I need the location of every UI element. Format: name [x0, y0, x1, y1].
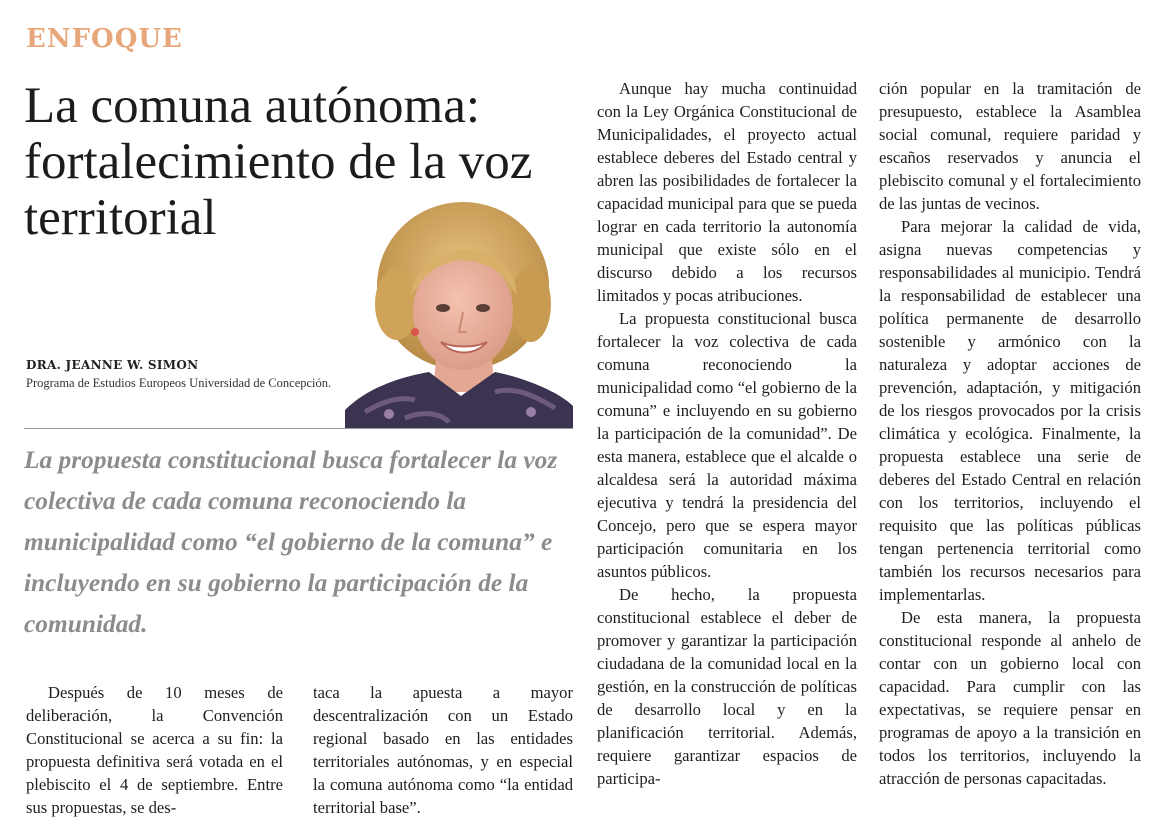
divider-rule — [24, 428, 573, 429]
author-photo — [345, 200, 573, 428]
author-name: DRA. JEANNE W. SIMON — [26, 358, 199, 372]
author-affiliation: Programa de Estudios Europeos Universidad de Concepción. — [26, 376, 332, 390]
paragraph: De hecho, la propuesta constitucional establece el deber de promover y garantizar la participación ciudadana de la comunidad local en la gestión, en la construcción de políticas de desarrollo local y en la planificación territorial. Además, requiere garantizar espacios de participa- — [597, 585, 857, 788]
paragraph: De esta manera, la propuesta constitucional responde al anhelo de contar con un gobierno local con capacidad. Para cumplir con las expectativas, se requiere pensar en programas de apoyo a la transición en todos los territorios, incluyendo la atracción de personas capacitadas. — [879, 608, 1141, 788]
body-column-2 — [313, 681, 573, 817]
paragraph: Aunque hay mucha continuidad con la Ley Orgánica Constitucional de Municipalidades, el proyecto actual establece deberes del Estado central y abren las posibilidades de fortalecer la capacidad municipal para que se pueda lograr en cada territorio la autonomía municipal que existe sólo en el discurso debido a los recursos limitados y pocas atribuciones. — [597, 79, 857, 305]
body-column-4 — [879, 77, 1141, 797]
paragraph: taca la apuesta a mayor descentralización con un Estado regional basado en las entidades territoriales autónomas, y en especial la comuna autónoma como “la entidad territorial base”. — [313, 683, 573, 817]
body-column-1 — [26, 681, 283, 817]
pull-quote: La propuesta constitucional busca fortalecer la voz colectiva de cada comuna reconociendo la municipalidad como “el gobierno de la comuna” e incluyendo en su gobierno la participación de la comunidad. — [24, 446, 558, 638]
headline: La comuna autónoma: fortalecimiento de la voz territorial — [24, 78, 533, 246]
paragraph: Para mejorar la calidad de vida, asigna nuevas competencias y responsabilidades al municipio. Tendrá la responsabilidad de establecer una política permanente de desarrollo sostenible y armónico con la naturaleza y adoptar acciones de prevención, adaptación, y mitigación de los riesgos provocados por la crisis climática y ecológica. Finalmente, la propuesta establece una serie de deberes del Estado Central en relación con los territorios, incluyendo el requisito que las políticas públicas tengan pertenencia territorial como también los recursos necesarios para implementarlas. — [879, 217, 1141, 604]
paragraph: Después de 10 meses de deliberación, la Convención Constitucional se acerca a su fin: la propuesta definitiva será votada en el plebiscito el 4 de septiembre. Entre sus propuestas, se des- — [26, 683, 283, 817]
body-column-3 — [597, 77, 857, 797]
section-kicker: ENFOQUE — [26, 24, 183, 54]
paragraph: ción popular en la tramitación de presupuesto, establece la Asamblea social comunal, requiere paridad y escaños reservados y anuncia el plebiscito comunal y el fortalecimiento de las juntas de vecinos. — [879, 79, 1141, 213]
paragraph: La propuesta constitucional busca fortalecer la voz colectiva de cada comuna reconociendo la municipalidad como “el gobierno de la comuna” e incluyendo en su gobierno la participación de la comunidad”. De esta manera, establece que el alcalde o alcaldesa será la autoridad máxima ejecutiva y tendrá la presidencia del Concejo, pero que se espera mayor participación comunitaria en los asuntos públicos. — [597, 309, 857, 581]
